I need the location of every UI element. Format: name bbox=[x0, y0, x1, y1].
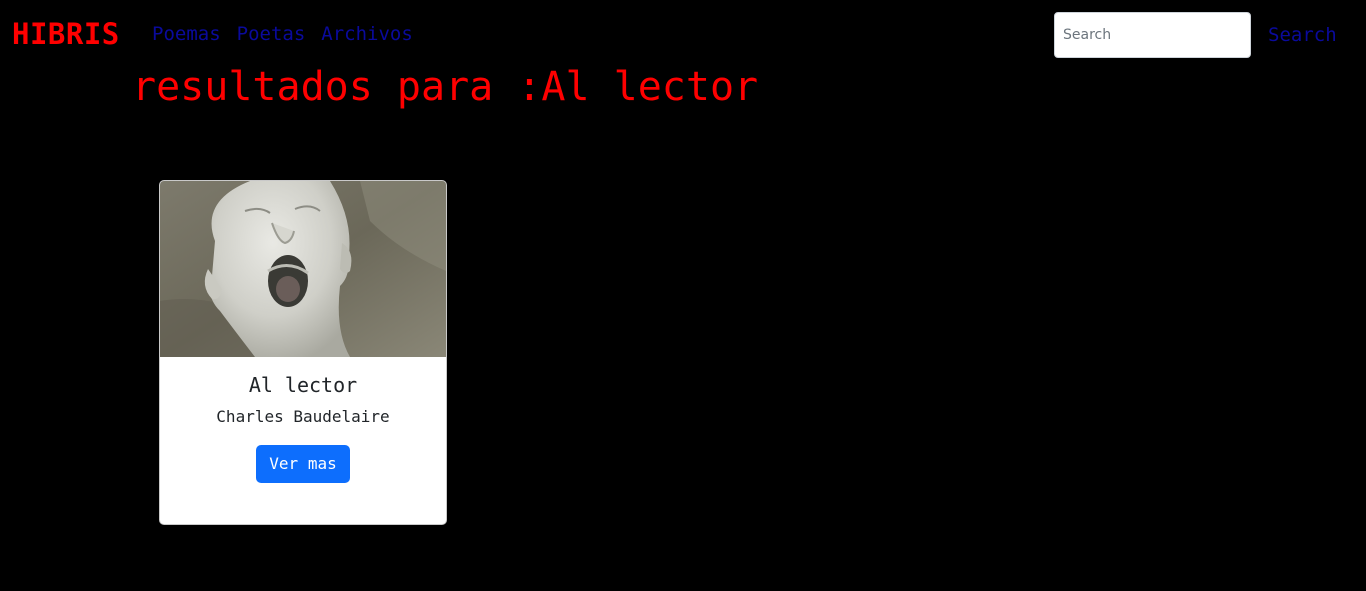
brand-logo[interactable]: HIBRIS bbox=[12, 17, 120, 51]
navbar bbox=[0, 0, 1366, 68]
poem-author: Charles Baudelaire bbox=[216, 407, 390, 426]
nav-link-archivos[interactable]: Archivos bbox=[321, 23, 413, 45]
page-title: resultados para :Al lector bbox=[132, 64, 759, 110]
nav-link-poetas[interactable]: Poetas bbox=[236, 23, 306, 45]
poem-title: Al lector bbox=[248, 373, 358, 397]
nav-link-poemas[interactable]: Poemas bbox=[152, 23, 221, 45]
search-button[interactable]: Search bbox=[1258, 20, 1347, 50]
nav-links bbox=[152, 22, 413, 46]
poem-card-image bbox=[160, 181, 446, 357]
poem-card bbox=[159, 180, 447, 525]
search-input[interactable] bbox=[1054, 12, 1251, 58]
ver-mas-button[interactable]: Ver mas bbox=[256, 445, 350, 483]
